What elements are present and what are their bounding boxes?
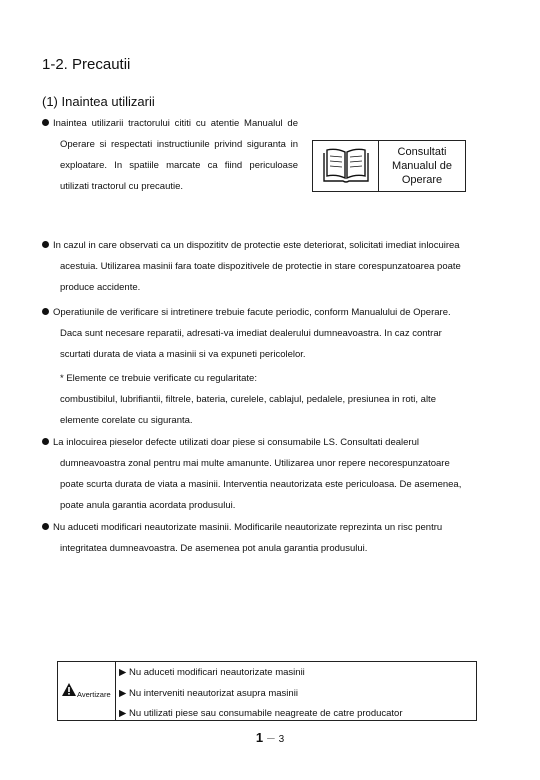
warning-table <box>57 661 477 721</box>
warning-item: ▶ Nu aduceti modificari neautorizate masinii <box>119 667 305 678</box>
warning-item: ▶ Nu interveniti neautorizat asupra masinii <box>119 688 298 699</box>
bullet-paragraph-4: La inlocuirea pieselor defecte utilizati doar piese si consumabile LS. Consultati dealerul dumneavoastra zonal pentru mai multe amanunte. Utilizarea unor repere necorespunzatoare poate scurta durata de viata a masinii. Interventia neautorizata este periculoasa. De asemenea, poate anula garantia acordata produsului. <box>42 432 492 516</box>
check-items-note: * Elemente ce trebuie verificate cu regularitate: combustibilul, lubrifiantii, filtrele, bateria, curelele, cablajul, pedalele, presiunea in roti, alte elemente corelate cu siguranta. <box>60 373 436 426</box>
warning-triangle-icon <box>61 682 77 697</box>
bullet-paragraph-1: Inaintea utilizarii tractorului cititi cu atentie Manualul de Operare si respectati instructiunile privind siguranta in exploatare. In spatiile marcate ca fiind periculoase utilizati tractorul cu precautie. <box>42 113 298 197</box>
consult-manual-box <box>312 140 466 192</box>
warning-label-cell <box>58 662 116 720</box>
bullet-dot <box>42 438 49 445</box>
bullet-paragraph-2: In cazul in care observati ca un dispozititv de protectie este deteriorat, solicitati imediat inlocuirea acestuia. Utilizarea masinii fara toate dispozitivele de protectie in stare corespunzatoarea poate produce accidente. <box>42 235 482 298</box>
bullet-dot <box>42 308 49 315</box>
warning-label: Avertizare <box>77 690 111 699</box>
bullet-paragraph-3: Operatiunile de verificare si intretinere trebuie facute periodic, conform Manualului de Operare. Daca sunt necesare reparatii, adresati-va imediat dealerului dumneavoastra. In caz contrar scurtati durata de viata a masinii si va expuneti pericolelor. <box>42 302 482 365</box>
open-book-icon <box>313 141 379 191</box>
warning-item: ▶ Nu utilizati piese sau consumabile neagreate de catre producator <box>119 708 403 719</box>
subsection-title: (1) Inaintea utilizarii <box>42 94 155 109</box>
bullet-dot <box>42 119 49 126</box>
bullet-dot <box>42 523 49 530</box>
bullet-dot <box>42 241 49 248</box>
bullet-paragraph-5: Nu aduceti modificari neautorizate masinii. Modificarile neautorizate reprezinta un risc pentru integritatea dumneavoastra. De asemenea pot anula garantia produsului. <box>42 517 492 559</box>
section-title: 1-2. Precautii <box>42 56 131 73</box>
page-number: 1 － 3 <box>255 730 285 745</box>
consult-manual-text: Consultati Manualul de Operare <box>392 146 452 186</box>
